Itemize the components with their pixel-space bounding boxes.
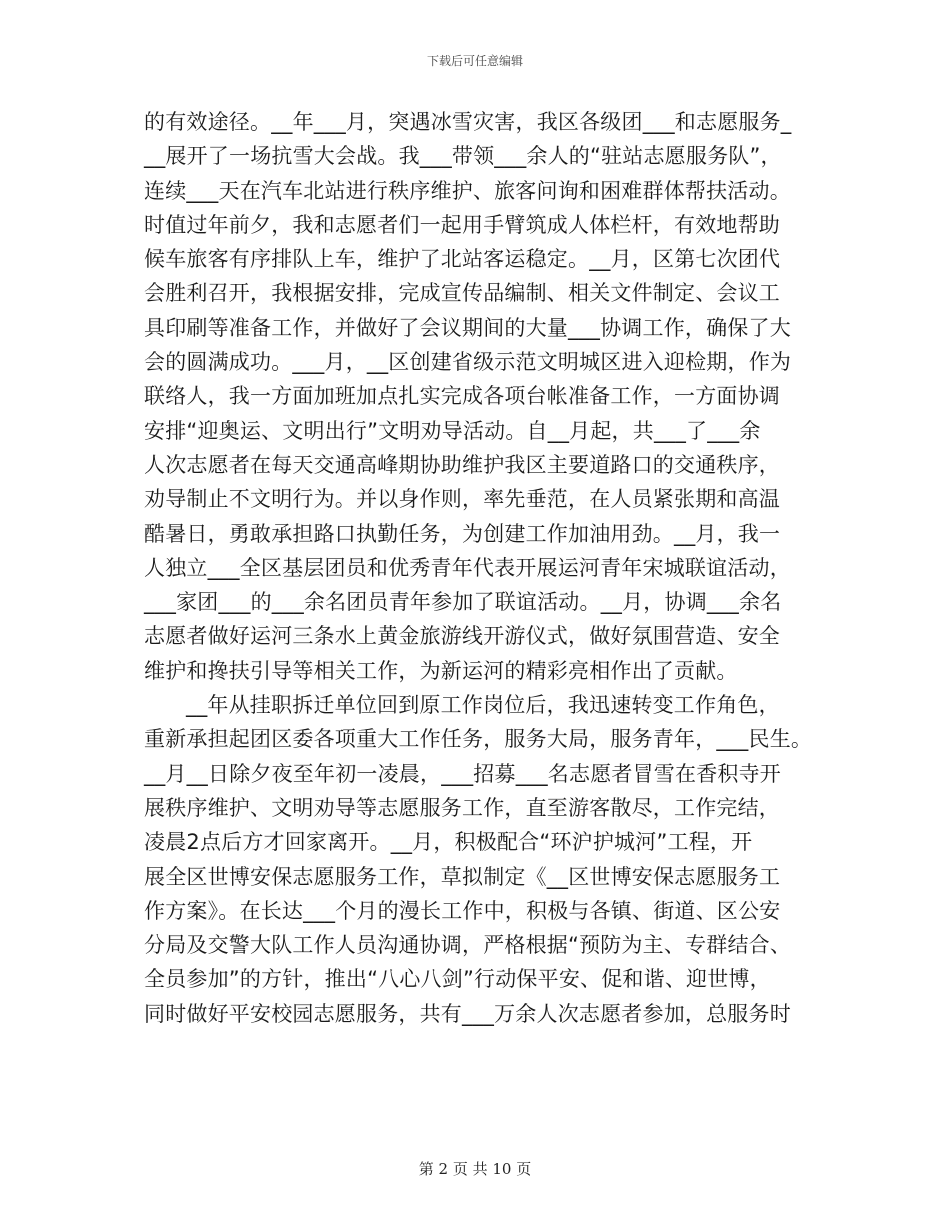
text-line: 重新承担起团区委各项重大工作任务，服务大局，服务青年，___民生。 [144, 727, 813, 752]
text-line: 连续___天在汽车北站进行秩序维护、旅客问询和困难群体帮扶活动。 [144, 178, 791, 203]
text-line: 维护和搀扶引导等相关工作，为新运河的精彩亮相作出了贡献。 [144, 658, 738, 683]
text-line: 同时做好平安校园志愿服务，共有___万余人次志愿者参加，总服务时 [144, 1001, 791, 1026]
text-line: 劝导制止不文明行为。并以身作则，率先垂范，在人员紧张期和高温 [144, 487, 780, 512]
body-text [144, 105, 824, 1031]
text-line: __月__日除夕夜至年初一凌晨，___招募___名志愿者冒雪在香积寺开 [144, 761, 781, 786]
text-line: 酷暑日，勇敢承担路口执勤任务，为创建工作加油用劲。__月，我一 [144, 521, 781, 546]
text-line: 会的圆满成功。___月，__区创建省级示范文明城区进入迎检期，作为 [144, 350, 792, 375]
text-line: 候车旅客有序排队上车，维护了北站客运稳定。__月，区第七次团代 [144, 247, 781, 272]
page-header: 下载后可任意编辑 [426, 54, 523, 68]
text-line: 凌晨2点后方才回家离开。__月，积极配合“环沪护城河”工程，开 [144, 830, 753, 855]
text-line: 作方案》。在长达___个月的漫长工作中，积极与各镇、街道、区公安 [144, 898, 781, 923]
text-line: 展秩序维护、文明劝导等志愿服务工作，直至游客散尽，工作完结， [144, 795, 780, 820]
text-line: 人次志愿者在每天交通高峰期协助维护我区主要道路口的交通秩序， [144, 452, 780, 477]
text-line: 志愿者做好运河三条水上黄金旅游线开游仪式，做好氛围营造、安全 [144, 624, 780, 649]
text-line: __展开了一场抗雪大会战。我___带领___余人的“驻站志愿服务队”， [144, 144, 782, 169]
text-line: 人独立___全区基层团员和优秀青年代表开展运河青年宋城联谊活动， [144, 555, 791, 580]
text-line: 时值过年前夕，我和志愿者们一起用手臂筑成人体栏杆，有效地帮助 [144, 212, 780, 237]
text-line: 会胜利召开，我根据安排，完成宣传品编制、相关文件制定、会议工 [144, 281, 780, 306]
text-line: 具印刷等准备工作，并做好了会议期间的大量___协调工作，确保了大 [144, 315, 791, 340]
text-line: 分局及交警大队工作人员沟通协调，严格根据“预防为主、专群结合、 [144, 933, 792, 958]
text-line: 全员参加”的方针，推出“八心八剑”行动保平安、促和谐、迎世博， [144, 967, 771, 992]
text-line: 展全区世博安保志愿服务工作，草拟制定《__区世博安保志愿服务工 [144, 864, 781, 889]
text-line: 联络人，我一方面加班加点扎实完成各项台帐准备工作，一方面协调 [144, 384, 780, 409]
text-line: 的有效途径。__年___月，突遇冰雪灾害，我区各级团___和志愿服务_ [144, 110, 792, 134]
text-line: ___家团___的___余名团员青年参加了联谊活动。__月，协调___余名 [144, 590, 782, 615]
paragraph-start-line: __年从挂职拆迁单位回到原工作岗位后，我迅速转变工作角色， [186, 693, 780, 718]
text-line: 安排“迎奥运、文明出行”文明劝导活动。自__月起，共___了___余 [144, 418, 761, 443]
page-footer: 第 2 页 共 10 页 [418, 1160, 532, 1178]
